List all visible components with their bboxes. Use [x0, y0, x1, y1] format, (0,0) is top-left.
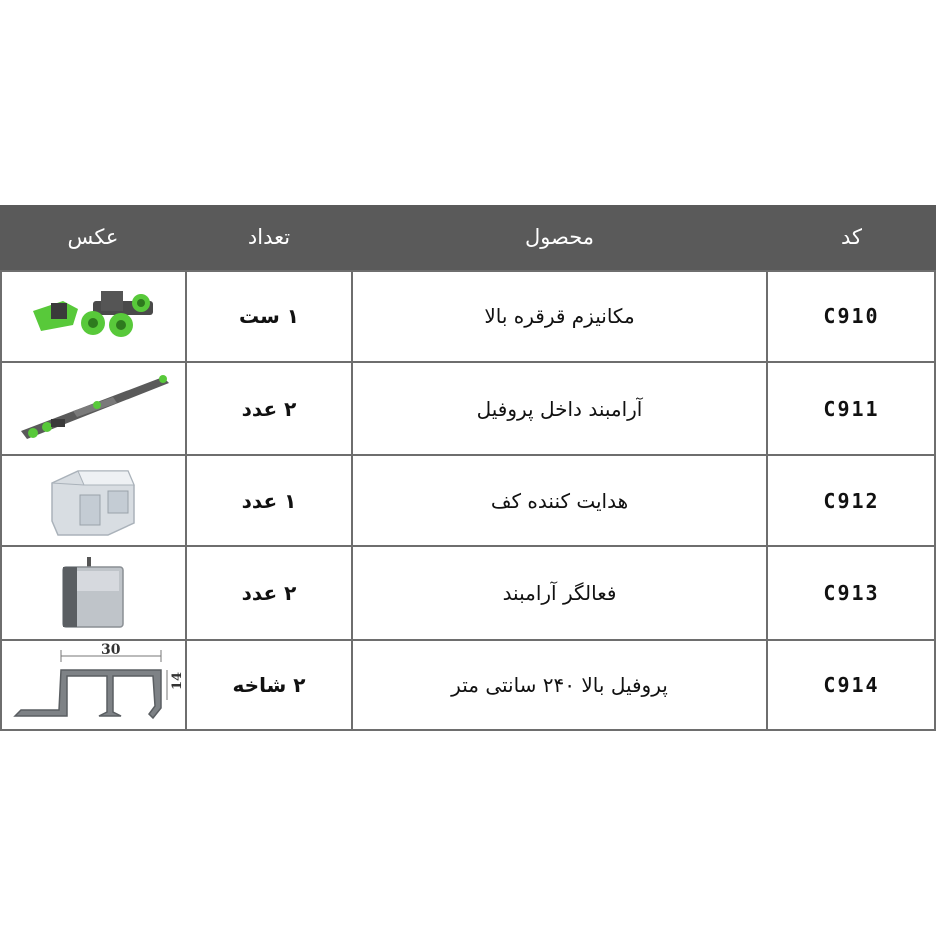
header-qty: تعداد	[247, 225, 291, 249]
row-qty: ۲ شاخه	[232, 673, 306, 697]
table-row	[0, 640, 936, 730]
row-qty: ۱ عدد	[241, 488, 297, 513]
roller-mechanism-icon	[0, 270, 186, 362]
table-row	[0, 362, 936, 455]
header-product: محصول	[524, 225, 595, 249]
row-product: فعالگر آرامبند	[502, 581, 617, 605]
header-code: کد	[840, 225, 863, 249]
row-code: C910	[823, 304, 880, 328]
soft-close-rail-icon	[0, 362, 186, 455]
activator-plate-icon	[0, 546, 186, 640]
row-qty: ۱ ست	[238, 304, 300, 328]
floor-guide-icon	[0, 455, 186, 546]
row-qty: ۲ عدد	[241, 396, 297, 421]
row-product: مکانیزم قرقره بالا	[484, 304, 635, 328]
row-product: پروفیل بالا ۲۴۰ سانتی متر	[451, 673, 668, 697]
table-header	[0, 205, 936, 270]
row-code: C914	[823, 673, 880, 697]
profile-width-label: 30	[101, 642, 121, 658]
row-product: هدایت کننده کف	[490, 488, 629, 513]
row-code: C911	[823, 396, 880, 421]
header-image: عکس	[67, 225, 119, 249]
top-profile-icon	[0, 640, 186, 730]
row-product: آرامبند داخل پروفیل	[476, 396, 643, 421]
row-code: C913	[823, 581, 880, 605]
row-code: C912	[823, 488, 880, 513]
row-qty: ۲ عدد	[241, 581, 297, 605]
profile-height-label: 14	[170, 671, 185, 690]
table-row	[0, 455, 936, 546]
table-row	[0, 546, 936, 640]
table-row	[0, 270, 936, 362]
